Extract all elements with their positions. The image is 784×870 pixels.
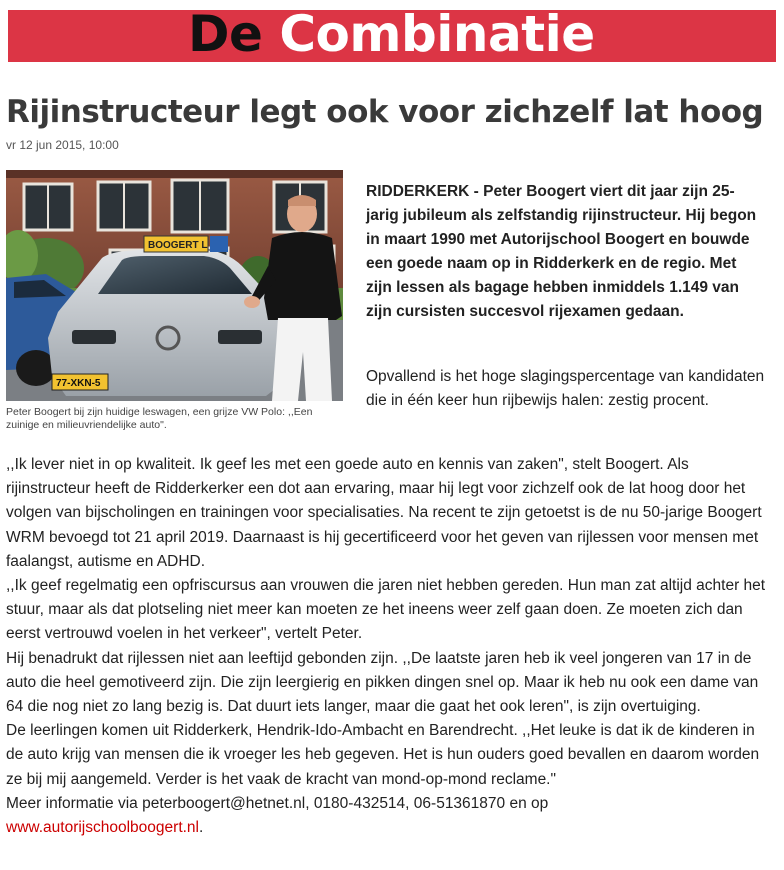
body-paragraph: Hij benadrukt dat rijlessen niet aan leeftijd gebonden zijn. ,,De laatste jaren heb ik veel jongeren van 17 in de auto die heel gemotiveerd zijn. Die zijn leergierig en pikken dingen snel op. Maar ik heb nu ook een dame van 64 die nog niet zo lang bezig is. Dat duurt iets langer, maar die gaat het ook leren", is zijn overtuiging.	[6, 649, 759, 716]
photo-illustration	[6, 170, 343, 401]
body-paragraph: ,,Ik geef regelmatig een opfriscursus aan vrouwen die jaren niet hebben gereden. Hun man zat altijd achter het stuur, maar als dat plotseling niet meer kan moeten ze het ineens weer zelf gaan doen. Ze moeten zich dan eerst vertrouwd voelen in het verkeer", vertelt Peter.	[6, 577, 766, 643]
contact-text: Meer informatie via peterboogert@hetnet.nl, 0180-432514, 06-51361870 en op	[6, 794, 549, 812]
body-paragraph: ,,Ik lever niet in op kwaliteit. Ik geef les met een goede auto en kennis van zaken", stelt Boogert. Als rijinstructeur heeft de Ridderkerker een dot aan ervaring, maar hij legt voor zichzelf ook de lat hoog door het volgen van bijscholingen en trainingen voor specialisaties. Na recent te zijn getoetst is de nu 50-jarige Boogert WRM bevoegd tot 21 april 2019. Daarnaast is hij gecertificeerd voor het geven van rijlessen voor mensen met faalangst, autisme en ADHD.	[6, 456, 762, 570]
contact-end: .	[199, 819, 204, 837]
photo-caption: Peter Boogert bij zijn huidige leswagen, een grijze VW Polo: ,,Een zuinige en milieuvriendelijke auto".	[6, 406, 313, 431]
license-plate-text: 77-XKN-5	[56, 378, 101, 389]
body-paragraph: De leerlingen komen uit Ridderkerk, Hendrik-Ido-Ambacht en Barendrecht. ,,Het leuke is dat ik de kinderen in de auto krijg van mensen die ik vroeger les heb gegeven. Het is hun ouders goed bevallen en daarom worden ze bij mij aangemeld. Verder is het vaak de kracht van mond-op-mond reclame."	[6, 722, 760, 788]
article-body	[6, 453, 776, 840]
contact-paragraph	[6, 792, 776, 840]
newspaper-logo[interactable]	[188, 10, 595, 62]
article-lede: RIDDERKERK - Peter Boogert viert dit jaar zijn 25-jarig jubileum als zelfstandig rijinstructeur. Hij begon in maart 1990 met Autorijschool Boogert en bouwde een goede naam op in Ridderkerk en de regio. Met zijn lessen als bagage hebben inmiddels 1.149 van zijn cursisten succesvol rijexamen gedaan.	[366, 183, 757, 320]
website-link[interactable]: www.autorijschoolboogert.nl	[6, 819, 199, 837]
masthead-banner	[8, 10, 776, 62]
article-photo	[6, 170, 343, 401]
article-intro: Opvallend is het hoge slagingspercentage van kandidaten die in één keer hun rijbewijs halen: zestig procent.	[366, 368, 765, 409]
logo-de: De	[188, 10, 263, 62]
car-roof-sign-text: BOOGERT L	[148, 240, 208, 251]
logo-combinatie: Combinatie	[279, 10, 595, 62]
article-date: vr 12 jun 2015, 10:00	[6, 138, 119, 152]
article-headline: Rijinstructeur legt ook voor zichzelf lat hoog	[6, 94, 764, 130]
